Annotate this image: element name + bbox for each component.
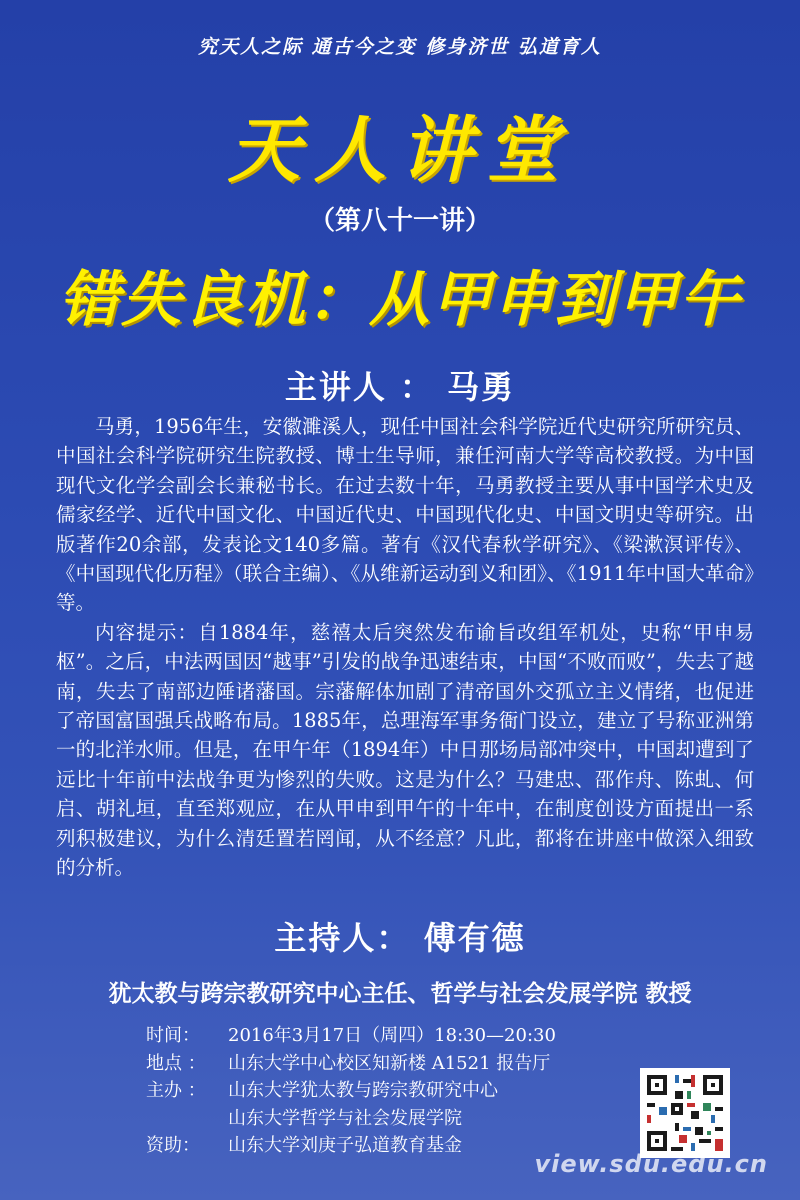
info-row-organizer	[146, 1077, 626, 1105]
series-title: 天人讲堂	[227, 107, 572, 192]
event-info	[146, 1022, 626, 1160]
watermark-url: view.sdu.edu.cn	[534, 1150, 768, 1178]
info-value: 山东大学刘庚子弘道教育基金	[228, 1135, 462, 1156]
info-label: 地点 ：	[146, 1052, 206, 1074]
lecture-topic: 错失良机：从甲申到甲午	[59, 265, 741, 335]
info-label	[146, 1105, 228, 1133]
info-label: 资助：	[146, 1135, 200, 1156]
info-value: 2016年3月17日（周四）18:30—20:30	[228, 1025, 556, 1046]
info-row-location	[146, 1050, 626, 1078]
speaker-line: 主讲人 ： 马勇	[284, 368, 516, 406]
lecture-description	[56, 412, 754, 883]
lecture-number: （第八十一讲）	[308, 206, 491, 236]
content-summary: 内容提示：自1884年，慈禧太后突然发布谕旨改组军机处，史称“甲申易枢”。之后，中法两国因“越事”引发的战争迅速结束，中国“不败而败”，失去了越南，失去了南部边陲诸藩国。宗藩解体加剧了清帝国外交孤立主义情绪，也促进了帝国富国强兵战略布局。1885年，总理海军事务衙门设立，建立了号称亚洲第一的北洋水师。但是，在甲午年（1894年）中日那场局部冲突中，中国却遭到了远比十年前中法战争更为惨烈的失败。这是为什么？马建忠、邵作舟、陈虬、何启、胡礼垣，直至郑观应，在从甲申到甲午的十年中，在制度创设方面提出一系列积极建议，为什么清廷置若罔闻，从不经意？凡此，都将在讲座中做深入细致的分析。	[56, 620, 754, 880]
host-title: 犹太教与跨宗教研究中心主任、哲学与社会发展学院 教授	[108, 981, 692, 1007]
info-label: 时间：	[146, 1025, 200, 1046]
info-label: 主办 ：	[146, 1080, 206, 1101]
speaker-bio: 马勇，1956年生，安徽濉溪人，现任中国社会科学院近代史研究所研究员、中国社会科学院研究生院教授、博士生导师，兼任河南大学等高校教授。为中国现代文化学会副会长兼秘书长。在过去数十年，马勇教授主要从事中国学术史及儒家经学、近代中国文化、中国近代史、中国现代化史、中国文明史等研究。出版著作20余部，发表论文140多篇。著有《汉代春秋学研究》、《梁漱溟评传》、《中国现代化历程》（联合主编）、《从维新运动到义和团》、《1911年中国大革命》等。	[56, 415, 754, 615]
info-value: 山东大学中心校区知新楼 A1521 报告厅	[228, 1052, 551, 1074]
host-line: 主持人： 傅有德	[274, 919, 526, 957]
qr-code-graphic	[643, 1071, 727, 1155]
info-row-organizer-2	[146, 1105, 626, 1133]
info-value: 山东大学犹太教与跨宗教研究中心	[228, 1080, 498, 1101]
qr-code-icon	[640, 1068, 730, 1158]
info-value: 山东大学哲学与社会发展学院	[228, 1107, 462, 1129]
motto: 究天人之际 通古今之变 修身济世 弘道育人	[198, 36, 602, 58]
info-row-time	[146, 1022, 626, 1050]
